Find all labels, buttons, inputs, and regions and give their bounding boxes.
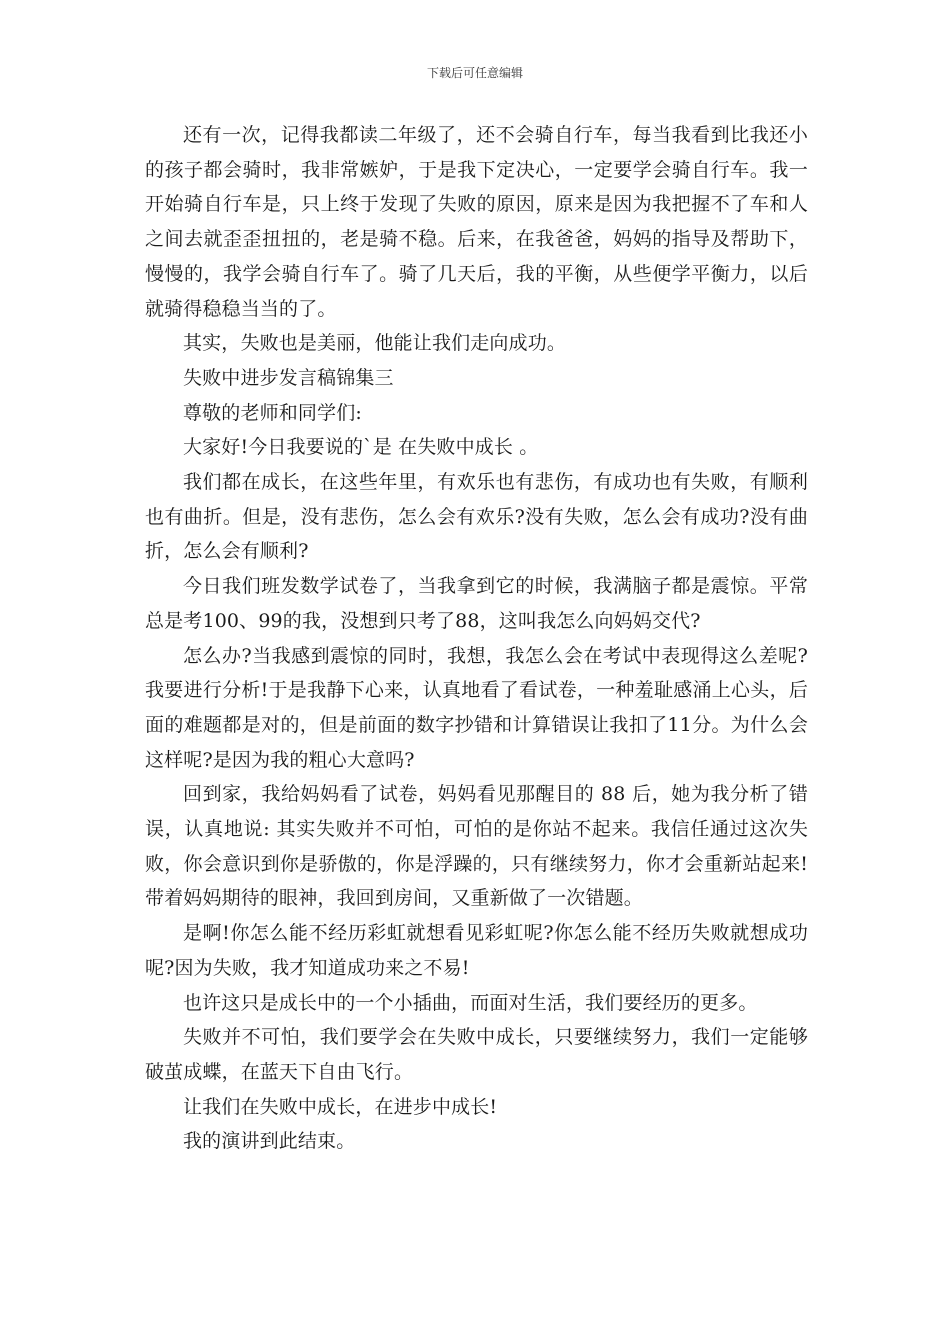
paragraph-bicycle-story: 还有一次，记得我都读二年级了，还不会骑自行车，每当我看到比我还小的孩子都会骑时，我非常嫉妒，于是我下定决心，一定要学会骑自行车。我一开始骑自行车是，只上终于发现了失败的原因，原来是因为我把握不了车和人之间去就歪歪扭扭的，老是骑不稳。后来，在我爸爸，妈妈的指导及帮助下，慢慢的，我学会骑自行车了。骑了几天后，我的平衡，从些便学平衡力，以后就骑得稳稳当当的了。 [145,124,808,320]
paragraph-growing-up: 我们都在成长，在这些年里，有欢乐也有悲伤，有成功也有失败，有顺利也有曲折。但是，没有悲伤，怎么会有欢乐?没有失败，怎么会有成功?没有曲折，怎么会有顺利? [145,471,808,563]
section-title: 失败中进步发言稿锦集三 [183,366,394,389]
document-body [145,118,808,1159]
page-header: 下载后可任意编辑 [426,66,523,80]
paragraph-not-afraid: 失败并不可怕，我们要学会在失败中成长，只要继续努力，我们一定能够破茧成蝶，在蓝天下自由飞行。 [145,1026,808,1083]
paragraph-failure-beautiful: 其实，失败也是美丽，他能让我们走向成功。 [183,332,567,355]
paragraph-closing: 我的演讲到此结束。 [183,1130,356,1153]
paragraph-rainbow: 是啊!你怎么能不经历彩虹就想看见彩虹呢?你怎么能不经历失败就想成功呢?因为失败，我才知道成功来之不易! [145,922,808,979]
paragraph-math-test: 今日我们班发数学试卷了，当我拿到它的时候，我满脑子都是震惊。平常总是考100、99的我，没想到只考了88，这叫我怎么向妈妈交代? [145,575,808,632]
paragraph-analysis: 怎么办?当我感到震惊的同时，我想，我怎么会在考试中表现得这么差呢?我要进行分析!于是我静下心来，认真地看了看试卷，一种羞耻感涌上心头，后面的难题都是对的，但是前面的数字抄错和计算错误让我扣了11分。为什么会这样呢?是因为我的粗心大意吗? [145,644,808,771]
paragraph-grow-together: 让我们在失败中成长，在进步中成长! [183,1095,498,1118]
salutation: 尊敬的老师和同学们: [183,401,362,424]
paragraph-at-home: 回到家，我给妈妈看了试卷，妈妈看见那醒目的 88 后，她为我分析了错误，认真地说: 其实失败并不可怕，可怕的是你站不起来。我信任通过这次失败，你会意识到你是骄傲的，你是浮躁的，只有继续努力，你才会重新站起来! 带着妈妈期待的眼神，我回到房间，又重新做了一次错题。 [145,783,808,910]
paragraph-greeting: 大家好!今日我要说的`是 在失败中成长 。 [183,436,539,459]
paragraph-episode: 也许这只是成长中的一个小插曲，而面对生活，我们要经历的更多。 [183,991,758,1014]
